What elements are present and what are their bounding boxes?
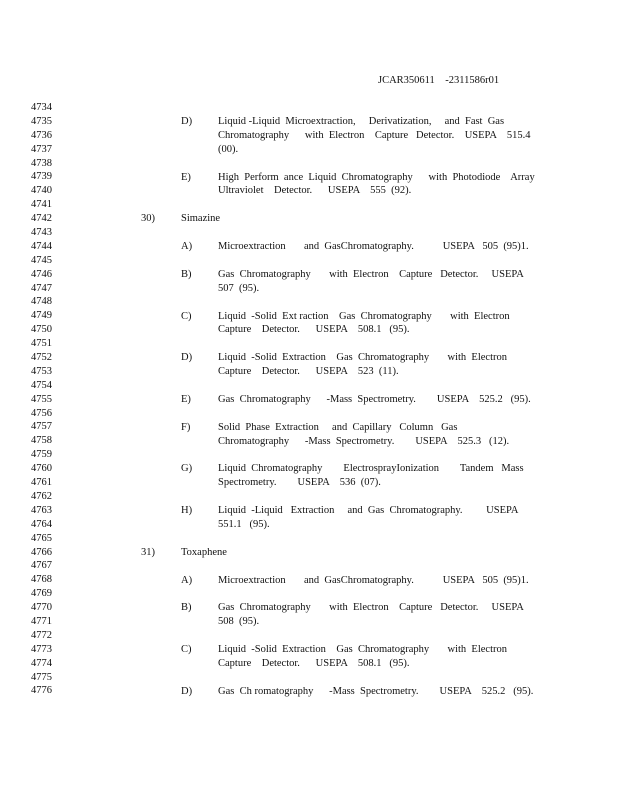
line-number: 4754 [31, 379, 52, 391]
line-number: 4753 [31, 365, 52, 377]
item-text-line: Liquid -Liquid Microextraction, Derivatization, and Fast Gas [218, 115, 505, 127]
item-text-line: Gas Ch romatography -Mass Spectrometry. USEPA 525.2 (95). [218, 685, 534, 697]
line-number: 4763 [31, 504, 52, 516]
item-text-line: Gas Chromatography -Mass Spectrometry. USEPA 525.2 (95). [218, 393, 531, 405]
line-number: 4739 [31, 171, 52, 183]
line-number: 4734 [31, 102, 52, 113]
line-number: 4758 [31, 435, 52, 447]
item-label: G) [181, 463, 193, 475]
item-text-line: Microextraction and GasChromatography. USEPA 505 (95)1. [218, 241, 529, 252]
item-text-line: 551.1 (95). [218, 518, 270, 530]
item-label: F) [181, 421, 191, 433]
line-number: 4766 [31, 546, 52, 558]
item-text-line: Liquid -Solid Extraction Gas Chromatography with Electron [218, 352, 507, 364]
item-label: B) [181, 268, 192, 280]
item-label: C) [181, 310, 192, 322]
item-label: E) [181, 393, 191, 405]
item-text-line: 508 (95). [218, 616, 260, 628]
line-number: 4774 [31, 657, 52, 669]
line-number: 4768 [31, 574, 52, 586]
line-number: 4759 [31, 449, 52, 461]
section-number: 31) [141, 546, 155, 558]
line-number: 4767 [31, 560, 52, 572]
item-label: C) [181, 644, 192, 656]
line-number: 4743 [31, 227, 52, 239]
item-label: A) [181, 241, 193, 252]
item-text-line: Spectrometry. USEPA 536 (07). [218, 477, 381, 489]
item-text-line: Liquid Chromatography ElectrosprayIonization Tandem Mass [218, 463, 524, 475]
item-text-line: Microextraction and GasChromatography. USEPA 505 (95)1. [218, 574, 529, 586]
line-number: 4769 [31, 588, 52, 600]
line-number: 4772 [31, 629, 52, 641]
section-title: Toxaphene [181, 546, 227, 558]
item-text-line: Liquid -Solid Ext raction Gas Chromatography with Electron [218, 310, 510, 322]
line-number: 4771 [31, 615, 52, 627]
item-text-line: Capture Detector. USEPA 508.1 (95). [218, 324, 410, 336]
line-number: 4755 [31, 393, 52, 405]
item-text-line: Liquid -Liquid Extraction and Gas Chromatography. USEPA [218, 505, 519, 517]
line-number: 4752 [31, 352, 52, 364]
line-number: 4764 [31, 518, 52, 530]
item-label: E) [181, 171, 191, 183]
line-number: 4776 [31, 685, 52, 697]
line-number-column [31, 101, 61, 698]
line-number: 4756 [31, 407, 52, 419]
line-number: 4757 [31, 421, 52, 433]
line-number: 4749 [31, 310, 52, 322]
item-text-line: Capture Detector. USEPA 508.1 (95). [218, 657, 410, 669]
item-label: D) [181, 352, 193, 364]
item-text-line: Chromatography -Mass Spectrometry. USEPA 525.3 (12). [218, 435, 510, 447]
item-label: D) [181, 685, 193, 697]
item-text-line: Capture Detector. USEPA 523 (11). [218, 366, 399, 378]
item-text-line: 507 (95). [218, 282, 260, 294]
section-number: 30) [141, 213, 155, 225]
line-number: 4737 [31, 143, 52, 155]
item-text-line: High Perform ance Liquid Chromatography with Photodiode Array [218, 171, 535, 183]
line-number: 4750 [31, 324, 52, 336]
line-number: 4747 [31, 282, 52, 294]
document-header-id: JCAR350611 -2311586r01 [378, 75, 500, 86]
line-number: 4748 [31, 296, 52, 308]
item-text-line: (00). [218, 143, 239, 155]
line-number: 4773 [31, 643, 52, 655]
line-number: 4775 [31, 671, 52, 683]
item-text-line: Liquid -Solid Extraction Gas Chromatography with Electron [218, 644, 507, 656]
line-number: 4742 [31, 213, 52, 225]
line-number: 4741 [31, 199, 52, 211]
line-number: 4751 [31, 338, 52, 350]
line-number: 4762 [31, 490, 52, 502]
line-number: 4736 [31, 129, 52, 141]
line-number: 4740 [31, 185, 52, 197]
line-number: 4745 [31, 254, 52, 266]
item-text-line: Chromatography with Electron Capture Detector. USEPA 515.4 [218, 129, 531, 141]
item-label: B) [181, 602, 192, 614]
section-title: Simazine [181, 213, 221, 225]
line-number: 4761 [31, 477, 52, 489]
item-text-line: Solid Phase Extraction and Capillary Column Gas [218, 421, 458, 433]
line-number: 4735 [31, 115, 52, 127]
item-label: H) [181, 505, 193, 517]
item-label: A) [181, 574, 193, 586]
item-text-line: Ultraviolet Detector. USEPA 555 (92). [218, 185, 412, 197]
item-text-line: Gas Chromatography with Electron Capture Detector. USEPA [218, 602, 524, 614]
line-number: 4744 [31, 240, 52, 252]
line-number: 4760 [31, 463, 52, 475]
line-number: 4738 [31, 157, 52, 169]
line-number: 4746 [31, 268, 52, 280]
item-label: D) [181, 115, 193, 127]
line-number: 4765 [31, 532, 52, 544]
item-text-line: Gas Chromatography with Electron Capture Detector. USEPA [218, 268, 524, 280]
line-number: 4770 [31, 602, 52, 614]
